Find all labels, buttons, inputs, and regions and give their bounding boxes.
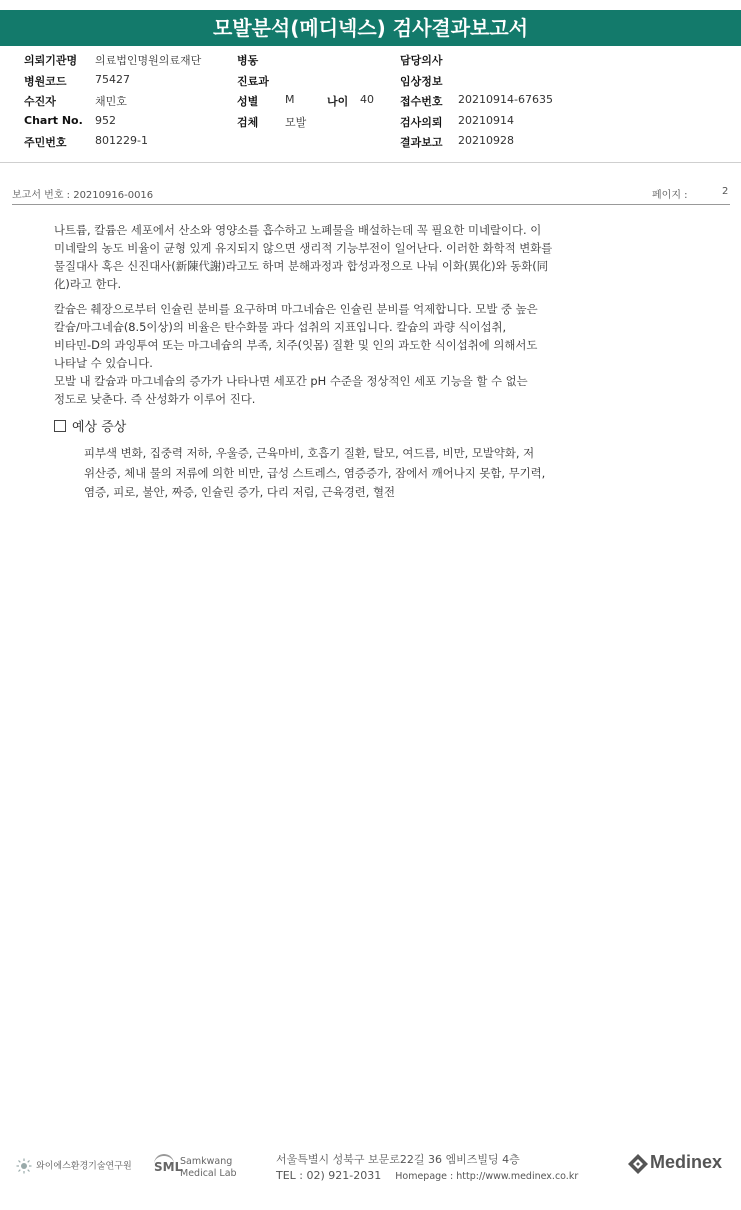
- footer: [0, 1138, 741, 1198]
- samkwang-line2: Medical Lab: [180, 1168, 237, 1179]
- clinical-label: 임상정보: [400, 74, 443, 88]
- ys-institute-name: 와이에스환경기술연구원: [36, 1161, 132, 1172]
- patient-info-block: [24, 52, 724, 155]
- hospital-label: 의뢰기관명: [24, 54, 78, 67]
- chart-no-label: Chart No.: [24, 113, 83, 127]
- contact-line: [276, 1168, 578, 1185]
- dept-label: 진료과: [237, 74, 269, 88]
- receipt-value: 20210914-67635: [458, 93, 553, 106]
- paragraph-line: 칼슘은 췌장으로부터 인슐린 분비를 요구하며 마그네슘은 인슐린 분비를 억제합니다. 모발 중 높은: [54, 302, 538, 316]
- sex-value: M: [285, 93, 295, 106]
- receipt-label: 접수번호: [400, 95, 443, 108]
- ward-label: 병동: [237, 54, 259, 67]
- symptoms-line: 위산증, 체내 물의 저류에 의한 비만, 급성 스트레스, 염증증가, 잠에서 깨어나지 못함, 무기력,: [84, 465, 546, 480]
- address-block: [276, 1152, 578, 1185]
- specimen-value: 모발: [285, 115, 307, 129]
- paragraph-line: 정도로 낮춘다. 즉 산성화가 이루어 진다.: [54, 392, 256, 406]
- sex-label: 성별: [237, 95, 259, 108]
- paragraph-line: 미네랄의 농도 비율이 균형 있게 유지되지 않으면 생리적 기능부전이 일어난다. 이러한 화학적 변화를: [54, 241, 553, 255]
- samkwang-name: [180, 1156, 237, 1180]
- doctor-label: 담당의사: [400, 54, 443, 67]
- section-title: 예상 증상: [72, 420, 127, 435]
- telephone: TEL : 02) 921-2031: [276, 1169, 382, 1182]
- age-label: 나이: [327, 95, 349, 108]
- resident-id-label: 주민번호: [24, 136, 67, 149]
- medinex-brand: Medinex: [650, 1152, 723, 1172]
- report-number: 보고서 번호 : 20210916-0016: [12, 190, 154, 201]
- paragraph-line: 비타민-D의 과잉투여 또는 마그네슘의 부족, 치주(잇몸) 질환 및 인의 과도한 식이섭취에 의해서도: [54, 338, 538, 352]
- symptoms-line: 염증, 피로, 불안, 짜증, 인슐린 증가, 다리 저림, 근육경련, 혈전: [84, 485, 396, 499]
- paragraph-line: 나타날 수 있습니다.: [54, 356, 153, 370]
- ys-institute-logo: [16, 1158, 132, 1174]
- report-date-label: 결과보고: [400, 136, 443, 149]
- symptoms-line: 피부색 변화, 집중력 저하, 우울증, 근육마비, 호흡기 질환, 탈모, 여드름, 비만, 모발약화, 저: [84, 446, 535, 460]
- symptoms-list: [84, 444, 684, 503]
- paragraph-line: 모발 내 칼슘과 마그네슘의 증가가 나타나면 세포간 pH 수준을 정상적인 세포 기능을 할 수 없는: [54, 374, 528, 388]
- content-divider: [12, 204, 730, 205]
- collector-value: 채민호: [95, 95, 127, 108]
- sun-icon: [16, 1158, 32, 1174]
- paragraph-line: 化)라고 한다.: [54, 277, 122, 291]
- paragraph-1: [54, 221, 704, 293]
- hospital-value: 의료법인명원의료재단: [95, 54, 202, 67]
- request-value: 20210914: [458, 113, 514, 127]
- paragraph-line: 나트륨, 칼륨은 세포에서 산소와 영양소를 흡수하고 노폐물을 배설하는데 꼭 필요한 미네랄이다. 이: [54, 223, 542, 237]
- paragraph-2: [54, 300, 704, 408]
- paragraph-line: 물질대사 혹은 신진대사(新陳代謝)라고도 하며 분해과정과 합성과정으로 나눠 이화(異化)와 동화(同: [54, 259, 549, 273]
- header-divider: [0, 162, 741, 163]
- specimen-label: 검체: [237, 115, 259, 129]
- chart-no-value: 952: [95, 113, 116, 127]
- section-expected-symptoms: [54, 416, 126, 435]
- samkwang-line1: Samkwang: [180, 1156, 233, 1167]
- address: 서울특별시 성북구 보문로22길 36 엠비즈빌딩 4층: [276, 1153, 520, 1166]
- report-date-value: 20210928: [458, 134, 514, 147]
- page-number: 2: [722, 186, 729, 197]
- medinex-diamond-icon: [628, 1154, 648, 1174]
- paragraph-line: 칼슘/마그네슘(8.5이상)의 비율은 탄수화물 과다 섭취의 지표입니다. 칼슘의 과량 식이섭취,: [54, 320, 507, 334]
- report-title: 모발분석(메디넥스) 검사결과보고서: [0, 10, 741, 46]
- age-value: 40: [360, 93, 374, 106]
- resident-id-value: 801229-1: [95, 134, 148, 147]
- homepage: Homepage : http://www.medinex.co.kr: [395, 1171, 579, 1182]
- page-label: 페이지 :: [652, 190, 688, 201]
- request-label: 검사의뢰: [400, 115, 443, 129]
- code-value: 75427: [95, 72, 130, 86]
- code-label: 병원코드: [24, 74, 67, 88]
- sml-abbr: SML: [154, 1160, 183, 1174]
- checkbox-square-icon: [54, 420, 66, 432]
- collector-label: 수진자: [24, 95, 56, 108]
